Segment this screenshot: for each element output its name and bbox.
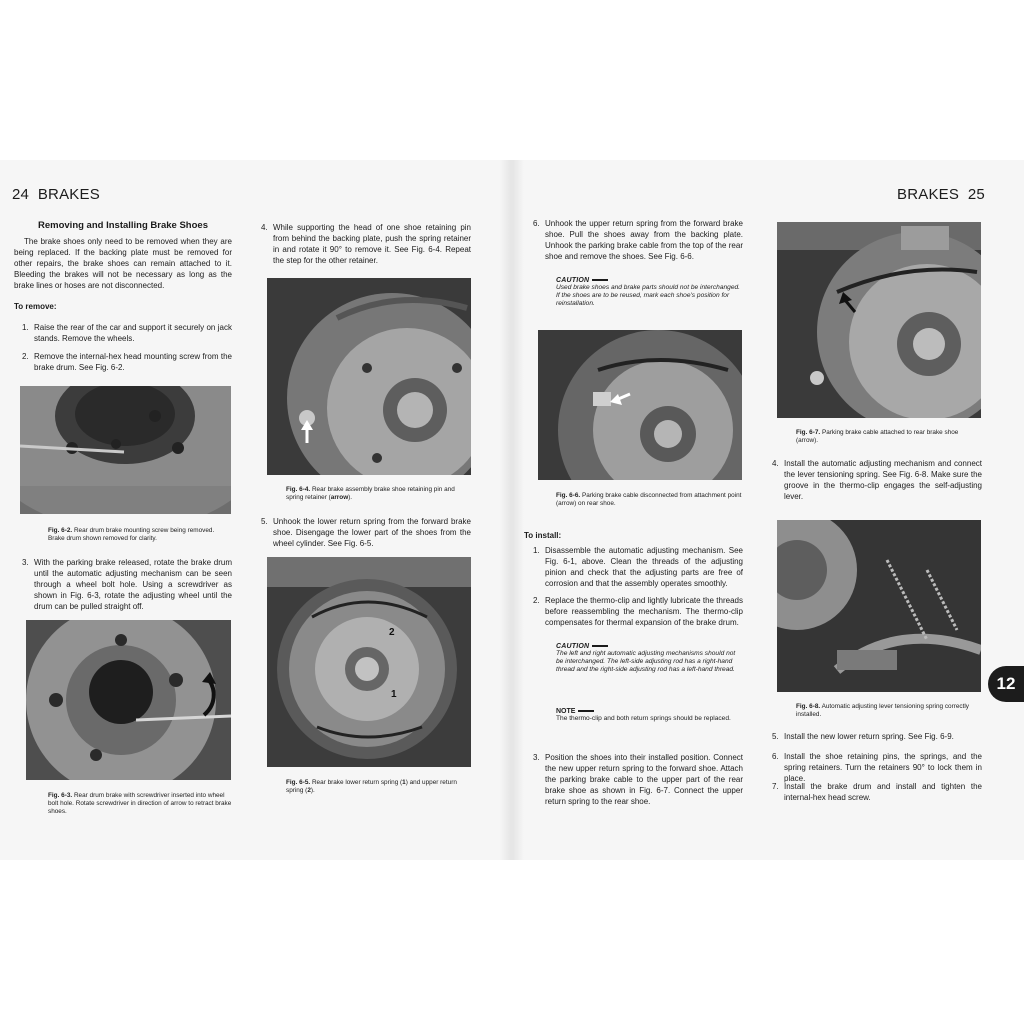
install-step-6: 6. Install the shoe retaining pins, the springs, and the spring retainers. Turn the retainers 90° to lock them in place. <box>772 752 982 783</box>
note-box: NOTE The thermo-clip and both return springs should be replaced. <box>556 708 742 723</box>
install-step-7: 7. Install the brake drum and install and tighten the internal-hex head screw. <box>772 782 982 802</box>
left-page-header <box>12 186 100 204</box>
callout-2: 2 <box>389 627 395 638</box>
intro-paragraph: The brake shoes only need to be removed when they are being replaced. If the backing plate must be removed for other repairs, the brake shoes can remain attached to it. Bleeding the brakes will not be necessary as long as the brake lines or hoses are not disconnected. <box>14 237 232 290</box>
fig-6-5-caption: Fig. 6-5. Rear brake lower return spring (1) and upper return spring (2). <box>286 779 457 794</box>
remove-step-1: 1. Raise the rear of the car and support it securely on jack stands. Remove the wheels. <box>22 323 232 343</box>
right-running-title: BRAKES <box>897 186 960 203</box>
install-step-1: 1. Disassemble the automatic adjusting mechanism. See Fig. 6-1, above. Clean the threads of the adjusting pinion and check that the adjusting parts are free of corrosion and that the assembly operates smoothly. <box>533 546 743 588</box>
fig-6-8-photo <box>777 520 981 692</box>
remove-step-4: 4. While supporting the head of one shoe retaining pin from behind the backing plate, push the spring retainer in and rotate it 90° to remove it. See Fig. 6-4. Repeat the step for the other retainer. <box>261 223 471 265</box>
caution-box-1: CAUTION Used brake shoes and brake parts should not be interchanged. If the shoes are to be reused, mark each shoe's position for reinstallation. <box>556 277 741 307</box>
fig-6-4-photo <box>267 278 471 475</box>
fig-6-2-caption: Fig. 6-2. Rear drum brake mounting screw being removed. Brake drum shown removed for clarity. <box>48 527 215 542</box>
remove-step-2: 2. Remove the internal-hex head mounting screw from the brake drum. See Fig. 6-2. <box>22 352 232 372</box>
to-remove-heading: To remove: <box>14 302 57 311</box>
fig-6-6-caption: Fig. 6-6. Parking brake cable disconnected from attachment point (arrow) on rear shoe. <box>556 492 742 507</box>
left-column-1 <box>14 220 232 312</box>
fig-6-2-photo <box>20 386 231 514</box>
install-step-5: 5. Install the new lower return spring. See Fig. 6-9. <box>772 732 954 741</box>
fig-6-5-photo <box>267 557 471 767</box>
fig-6-3-photo <box>26 620 231 780</box>
install-step-2: 2. Replace the thermo-clip and lightly lubricate the threads before reassembling the mechanism. The thermo-clip compensates for thermal expansion of the brake drum. <box>533 596 743 627</box>
book-gutter <box>500 160 524 860</box>
fig-6-7-photo <box>777 222 981 418</box>
remove-step-3: 3. With the parking brake released, rotate the brake drum until the automatic adjusting mechanism can be seen through a wheel bolt hole. Using a screwdriver as shown in Fig. 6-3, rotate the adjusting wheel until the drum can be pulled straight off. <box>22 558 232 611</box>
fig-6-4-caption: Fig. 6-4. Rear brake assembly brake shoe retaining pin and spring retainer (arrow). <box>286 486 455 501</box>
chapter-tab: 12 <box>988 666 1024 702</box>
note-text: The thermo-clip and both return springs should be replaced. <box>556 715 731 722</box>
caution-1-text: Used brake shoes and brake parts should not be interchanged. If the shoes are to be reused, mark each shoe's position for reinstallation. <box>556 284 741 307</box>
remove-step-5: 5. Unhook the lower return spring from the forward brake shoe. Disengage the lower part of the shoes from the wheel cylinder. See Fig. 6-5. <box>261 517 471 548</box>
fig-6-7-caption: Fig. 6-7. Parking brake cable attached to rear brake shoe (arrow). <box>796 429 959 444</box>
callout-1: 1 <box>391 689 397 700</box>
right-page-number: 25 <box>967 186 985 203</box>
caution-box-2: CAUTION The left and right automatic adjusting mechanisms should not be interchanged. The left-side adjusting rod has a right-hand thread and the right-side adjusting rod has a left-hand thread. <box>556 643 742 674</box>
right-page-header <box>897 186 985 204</box>
install-step-3: 3. Position the shoes into their installed position. Connect the new upper return spring to the forward shoe. Attach the parking brake cable to the upper part of the rear brake shoe as shown in Fig. 6-7. Connect the upper return spring to the rear shoe. <box>533 753 743 806</box>
fig-6-8-caption: Fig. 6-8. Automatic adjusting lever tensioning spring correctly installed. <box>796 703 970 718</box>
to-install-heading: To install: <box>524 531 562 540</box>
install-step-4: 4. Install the automatic adjusting mechanism and connect the lever tensioning spring. See Fig. 6-8. Make sure the groove in the thermo-clip engages the self-adjusting lever. <box>772 459 982 501</box>
left-running-title: BRAKES <box>37 186 100 203</box>
section-title: Removing and Installing Brake Shoes <box>38 220 208 231</box>
remove-step-6: 6. Unhook the upper return spring from the forward brake shoe. Pull the shoes away from the backing plate. Unhook the parking brake cable from the top of the rear shoe and remove the shoes. See Fig. 6-6. <box>533 219 743 261</box>
caution-2-text: The left and right automatic adjusting mechanisms should not be interchanged. The left-side adjusting rod has a right-hand thread and the right-side adjusting rod has a left-hand thread. <box>556 650 736 673</box>
fig-6-3-caption: Fig. 6-3. Rear drum brake with screwdriver inserted into wheel bolt hole. Rotate screwdriver in direction of arrow to retract brake shoes. <box>48 792 232 815</box>
left-page-number: 24 <box>12 186 30 203</box>
fig-6-6-photo <box>538 330 742 480</box>
